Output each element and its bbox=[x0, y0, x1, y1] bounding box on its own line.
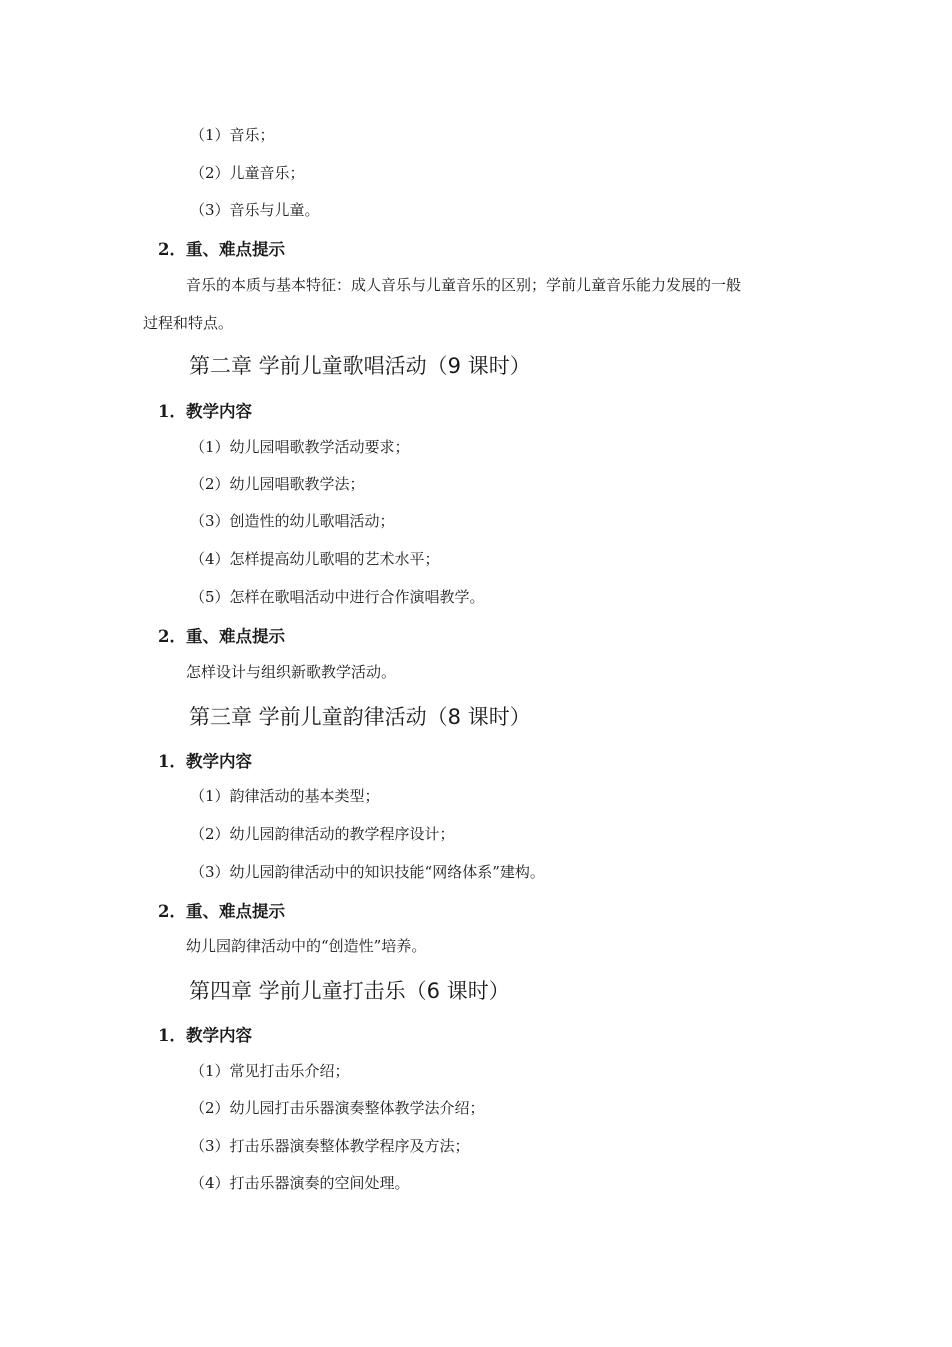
key-points-heading: 2．重、难点提示 bbox=[158, 902, 285, 921]
list-item: （2）幼儿园打击乐器演奏整体教学法介绍； bbox=[190, 1099, 485, 1117]
list-item: （4）打击乐器演奏的空间处理。 bbox=[190, 1174, 410, 1192]
list-item: （1）韵律活动的基本类型； bbox=[190, 787, 380, 805]
key-points-heading: 2．重、难点提示 bbox=[158, 240, 285, 259]
chapter-title: 第三章 学前儿童韵律活动（8 课时） bbox=[189, 705, 531, 729]
chapter-title: 第二章 学前儿童歌唱活动（9 课时） bbox=[189, 354, 531, 378]
content-heading: 1．教学内容 bbox=[158, 402, 252, 421]
list-item: （3）幼儿园韵律活动中的知识技能“网络体系”建构。 bbox=[190, 863, 545, 881]
list-item: （1）常见打击乐介绍； bbox=[190, 1062, 350, 1080]
list-item: （1）音乐； bbox=[190, 126, 275, 144]
key-points-text: 音乐的本质与基本特征：成人音乐与儿童音乐的区别；学前儿童音乐能力发展的一般 bbox=[186, 276, 742, 294]
list-item: （3）打击乐器演奏整体教学程序及方法； bbox=[190, 1137, 470, 1155]
list-item: （2）幼儿园唱歌教学法； bbox=[190, 475, 365, 493]
list-item: （2）幼儿园韵律活动的教学程序设计； bbox=[190, 825, 455, 843]
chapter-title: 第四章 学前儿童打击乐（6 课时） bbox=[189, 979, 510, 1003]
list-item: （2）儿童音乐； bbox=[190, 164, 305, 182]
list-item: （3）音乐与儿童。 bbox=[190, 201, 320, 219]
list-item: （5）怎样在歌唱活动中进行合作演唱教学。 bbox=[190, 588, 485, 606]
key-points-text: 幼儿园韵律活动中的“创造性”培养。 bbox=[186, 937, 427, 955]
list-item: （4）怎样提高幼儿歌唱的艺术水平； bbox=[190, 550, 440, 568]
key-points-heading: 2．重、难点提示 bbox=[158, 627, 285, 646]
list-item: （1）幼儿园唱歌教学活动要求； bbox=[190, 438, 410, 456]
content-heading: 1．教学内容 bbox=[158, 752, 252, 771]
content-heading: 1．教学内容 bbox=[158, 1026, 252, 1045]
key-points-text: 怎样设计与组织新歌教学活动。 bbox=[186, 663, 397, 681]
key-points-text-continued: 过程和特点。 bbox=[143, 314, 234, 332]
list-item: （3）创造性的幼儿歌唱活动； bbox=[190, 512, 395, 530]
